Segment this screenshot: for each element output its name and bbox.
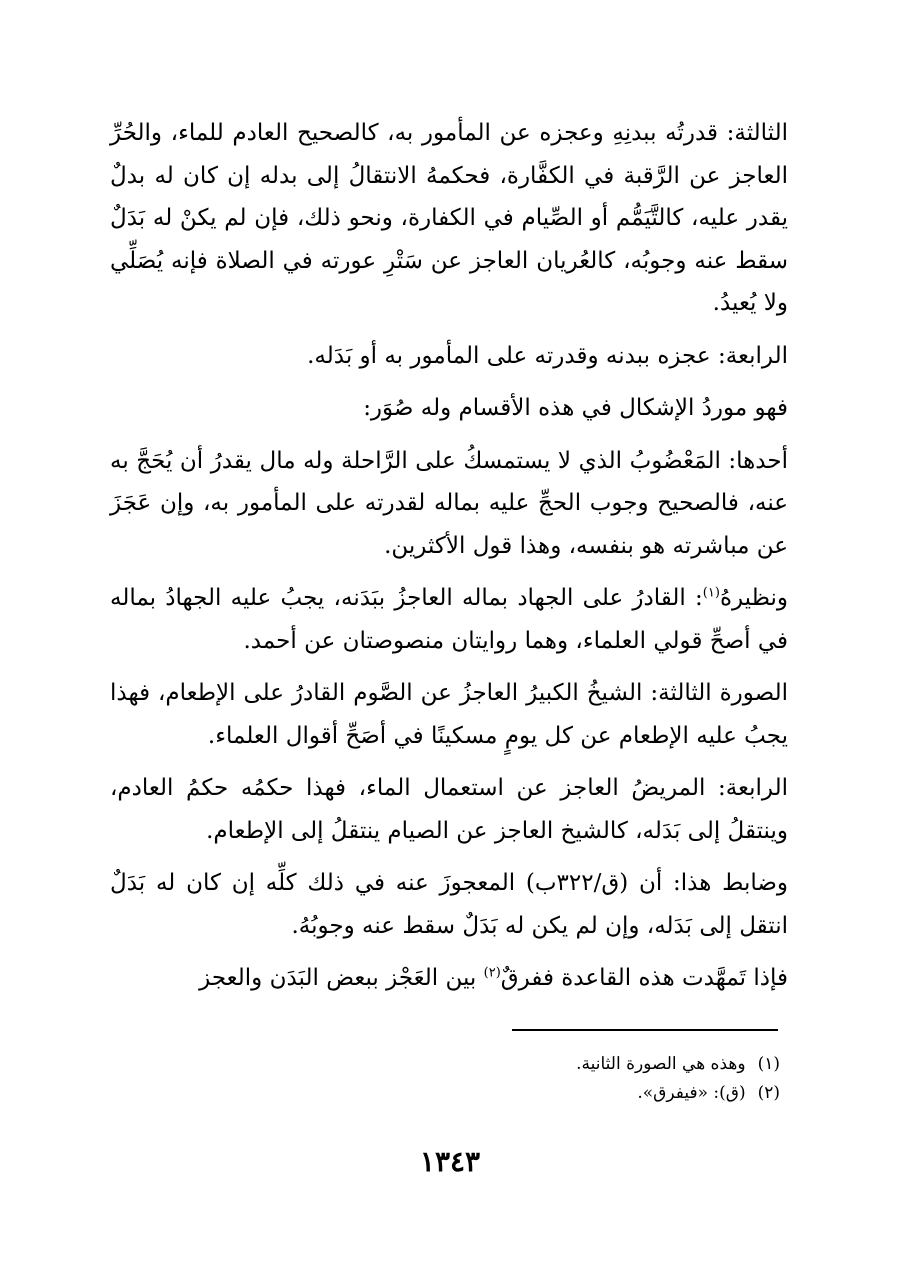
- footnote-ref-2[interactable]: (٢): [483, 965, 501, 981]
- paragraph-case-one: أحدها: المَعْضُوبُ الذي لا يستمسكُ على الرَّاحلة وله مال يقدرُ أن يُحَجَّ به عنه، فالصحيح وجوب الحجِّ عليه بماله لقدرته على المأمور به، وإن عَجَزَ عن مباشرته هو بنفسه، وهذا قول الأكثرين.: [110, 447, 788, 559]
- paragraph-case-three: الصورة الثالثة: الشيخُ الكبيرُ العاجزُ عن الصَّوم القادرُ على الإطعام، فهذا يجبُ عليه الإطعام عن كل يومٍ مسكينًا في أصَحِّ أقوال العلماء.: [110, 680, 788, 749]
- paragraph-case-four: الرابعة: المريضُ العاجز عن استعمال الماء، فهذا حكمُه حكمُ العادم، وينتقلُ إلى بَدَله، كالشيخ العاجز عن الصيام ينتقلُ إلى الإطعام.: [110, 775, 788, 844]
- paragraph-analogue-rest: : القادرُ على الجهاد بماله العاجزُ ببَدَنه، يجبُ عليه الجهادُ بماله في أصحِّ قولي العلماء، وهما روايتان منصوصتان عن أحمد.: [110, 585, 788, 654]
- footnote-text: وهذه هي الصورة الثانية.: [576, 1054, 746, 1074]
- paragraph-fourth: الرابعة: عجزه ببدنه وقدرته على المأمور به أو بَدَله.: [307, 342, 788, 369]
- page-number: ١٣٤٣: [419, 1145, 481, 1178]
- paragraph-rule: وضابط هذا: أن (ق/٣٢٢ب) المعجوزَ عنه في ذلك كلِّه إن كان له بَدَلٌ انتقل إلى بَدَله، وإن لم يكن له بَدَلٌ سقط عنه وجوبُهُ.: [110, 870, 788, 939]
- paragraph-analogue: [110, 577, 788, 662]
- footnote-text: (ق): «فيفرق».: [637, 1083, 746, 1103]
- footnote-ref-1[interactable]: (١): [702, 585, 720, 601]
- footnote-number: (٢): [757, 1083, 780, 1103]
- footnote-number: (١): [757, 1054, 780, 1074]
- paragraph-conclusion-rest: بين العَجْز ببعض البَدَن والعجز: [199, 965, 484, 991]
- footnote-1: [280, 1050, 780, 1079]
- paragraph-conclusion-start: فإذا تَمهَّدت هذه القاعدة ففرقٌ: [500, 965, 788, 991]
- footnotes: [280, 1050, 780, 1108]
- footnote-2: [280, 1079, 780, 1108]
- footnote-divider: [512, 1029, 778, 1031]
- paragraph-analogue-start: ونظيرهُ: [719, 585, 788, 611]
- paragraph-third: الثالثة: قدرتُه ببدنِهِ وعجزه عن المأمور به، كالصحيح العادم للماء، والحُرِّ العاجز عن الرَّقبة في الكفَّارة، فحكمهُ الانتقالُ إلى بدله إن كان له بدلٌ يقدر عليه، كالتَّيَمُّم أو الصِّيام في الكفارة، ونحو ذلك، فإن لم يكنْ له بَدَلٌ سقط عنه وجوبُه، كالعُريان العاجز عن سَتْرِ عورته في الصلاة فإنه يُصَلِّي ولا يُعيدُ.: [110, 120, 788, 316]
- paragraph-problem-cases: فهو موردُ الإشكال في هذه الأقسام وله صُوَر:: [363, 395, 788, 421]
- paragraph-conclusion: [110, 957, 788, 1000]
- main-text: [110, 112, 788, 1010]
